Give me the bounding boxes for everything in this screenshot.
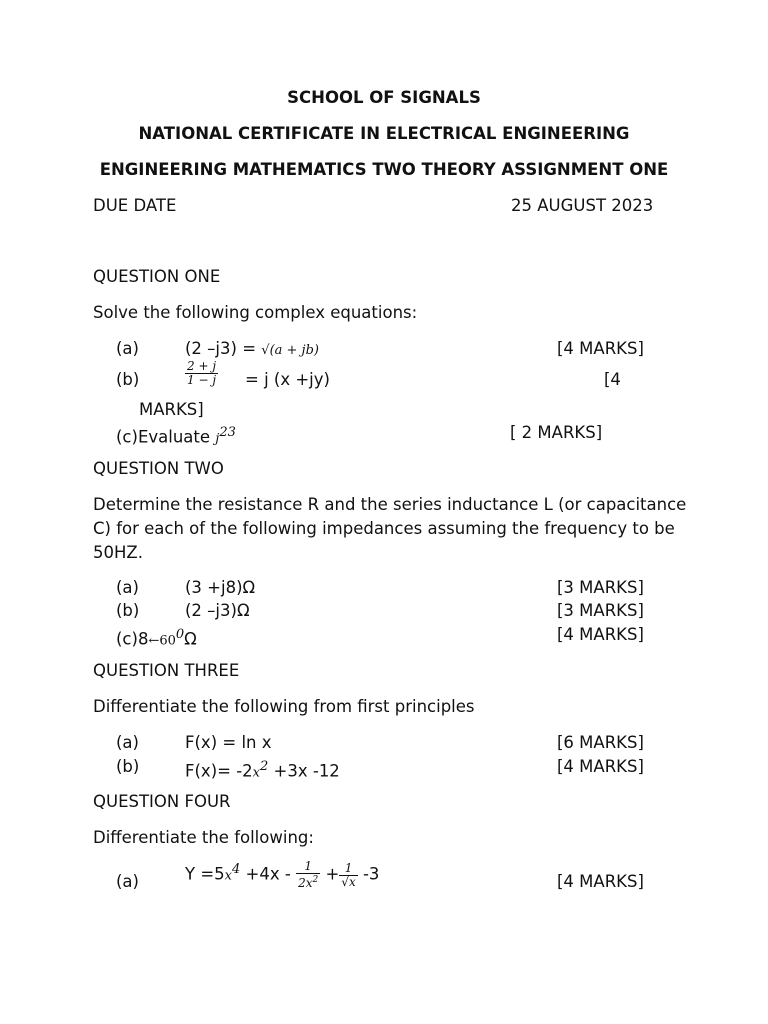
q4-a-plus: + — [320, 864, 340, 884]
q1-a-label: (a) — [116, 339, 139, 358]
q2-c-unit: Ω — [184, 629, 197, 649]
question-one-title: QUESTION ONE — [93, 267, 221, 286]
q1-a-marks: [4 MARKS] — [557, 339, 644, 358]
q1-a-equation — [185, 339, 319, 361]
q2-c-prefix: (c)8 — [116, 629, 149, 649]
school-title: SCHOOL OF SIGNALS — [287, 88, 481, 107]
q4-f1-den-exp: 2 — [312, 875, 319, 885]
q3-b-exponent: 2 — [260, 759, 269, 774]
q3-b-label: (b) — [116, 757, 140, 776]
due-date-value: 25 AUGUST 2023 — [511, 196, 654, 215]
q4-f1-numerator: 1 — [296, 860, 320, 874]
q2-a-expression: (3 +j8)Ω — [185, 578, 256, 597]
question-four-title: QUESTION FOUR — [93, 792, 231, 811]
q3-a-expression: F(x) = ln x — [185, 733, 272, 752]
q3-b-marks: [4 MARKS] — [557, 757, 644, 776]
question-two-title: QUESTION TWO — [93, 459, 224, 478]
q2-c-angle: ←60 — [148, 633, 176, 649]
due-date-label: DUE DATE — [93, 196, 177, 215]
q1-c-base: j — [215, 431, 220, 447]
q3-a-label: (a) — [116, 733, 139, 752]
q4-a-fraction-1 — [296, 860, 320, 890]
certificate-title: NATIONAL CERTIFICATE IN ELECTRICAL ENGINEERING — [138, 124, 630, 143]
q1-b-numerator: 2 + j — [187, 359, 217, 373]
q3-b-pre: F(x)= -2 — [185, 761, 253, 781]
q1-b-marks-part1: [4 — [604, 370, 621, 389]
q4-f1-den-coef: 2 — [298, 876, 306, 890]
q4-f2-denominator: √x — [341, 874, 356, 889]
q4-a-expression — [185, 860, 379, 890]
q4-a-pre: Y =5 — [185, 864, 225, 884]
question-two-line-3: 50HZ. — [93, 543, 143, 562]
q1-c-text: (c)Evaluate — [116, 427, 211, 447]
q1-a-lhs: (2 –j3) = — [185, 339, 257, 358]
q4-a-post: -3 — [357, 864, 380, 884]
question-two-line-1: Determine the resistance R and the series inductance L (or capacitance — [93, 495, 687, 514]
q2-c-marks: [4 MARKS] — [557, 625, 644, 644]
q4-f1-den-var: x — [305, 876, 313, 890]
q3-b-expression — [185, 757, 340, 784]
q4-a-exponent: 4 — [232, 862, 241, 877]
q1-b-marks-part2: MARKS] — [139, 400, 204, 419]
q4-a-mid: +4x - — [240, 864, 297, 884]
question-two-line-2: C) for each of the following impedances assuming the frequency to be — [93, 519, 675, 538]
question-three-title: QUESTION THREE — [93, 661, 240, 680]
q1-b-label: (b) — [116, 370, 140, 389]
q4-f2-numerator: 1 — [339, 862, 357, 876]
q2-b-label: (b) — [116, 601, 140, 620]
q1-b-denominator: 1 − j — [187, 373, 217, 387]
q1-c-evaluate — [116, 423, 236, 450]
q4-a-marks: [4 MARKS] — [557, 872, 644, 891]
question-three-instruction: Differentiate the following from first principles — [93, 697, 475, 716]
q3-b-variable: x — [252, 765, 260, 781]
assignment-title: ENGINEERING MATHEMATICS TWO THEORY ASSIGNMENT ONE — [99, 160, 669, 179]
q4-a-variable: x — [224, 868, 232, 884]
q3-a-marks: [6 MARKS] — [557, 733, 644, 752]
q2-a-marks: [3 MARKS] — [557, 578, 644, 597]
q1-b-rhs: = j (x +jy) — [245, 370, 330, 389]
q2-c-expression — [116, 625, 197, 652]
q1-c-exponent: 23 — [219, 425, 236, 440]
q3-b-post: +3x -12 — [268, 761, 340, 781]
q4-a-label: (a) — [116, 872, 139, 891]
question-one-instruction: Solve the following complex equations: — [93, 303, 418, 322]
q4-f1-denominator — [296, 874, 320, 890]
q1-a-rhs: √(a + jb) — [261, 343, 319, 358]
q2-c-degree: 0 — [175, 627, 185, 642]
q1-b-fraction — [185, 360, 218, 387]
q1-c-marks: [ 2 MARKS] — [510, 423, 603, 442]
q2-b-expression: (2 –j3)Ω — [185, 601, 250, 620]
q4-a-fraction-2 — [339, 862, 357, 889]
q2-b-marks: [3 MARKS] — [557, 601, 644, 620]
q2-a-label: (a) — [116, 578, 139, 597]
question-four-instruction: Differentiate the following: — [93, 828, 314, 847]
